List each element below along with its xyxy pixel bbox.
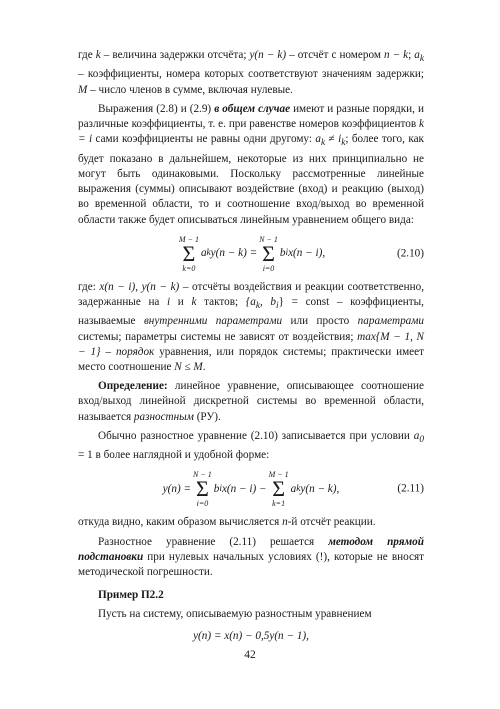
equation-2-11: y(n) = N − 1 Σ i=0 b i x(n − i) − M − 1 Σ k=1 a k y(n − k), (2.11): [162, 470, 424, 509]
paragraph-solution: Разностное уравнение (2.11) решается методом прямой подстановки при нулевых начальных условиях (!), которые не вносят методической погрешности.: [78, 535, 424, 579]
equation-example: y(n) = x(n) − 0,5y(n − 1),: [193, 629, 309, 642]
paragraph-example: Пусть на систему, описываемую разностным уравнением: [98, 608, 372, 621]
equation-2-10: M − 1 Σ k=0 a k y(n − k) = N − 1 Σ i=0 b i x(n − i), (2.10): [178, 234, 424, 273]
page-body: [78, 48, 424, 650]
paragraph-whence: откуда видно, каким образом вычисляется n-й отсчёт реакции.: [78, 516, 376, 529]
sum-symbol: M − 1 Σ k=1: [268, 470, 289, 509]
sum-symbol: N − 1 Σ i=0: [193, 470, 212, 509]
paragraph-where: где: x(n − i), y(n − k) – отсчёты воздействия и реакции соответственно, задержанные на i и k тактов; {$a_k$, $b_i$} = const – коэффициенты, называемые внутренними параметрами или просто параметрами системы; параметры системы не зависят от воздействия; max{M − 1, N − 1} – порядок уравнения, или порядок системы; практически имеет место соотношение N ≤ M.: [78, 280, 425, 373]
paragraph-usually: Обычно разностное уравнение (2.10) записывается при условии $a_0 = 1$ в более наглядной и удобной форме:: [78, 429, 424, 462]
sum-symbol: N − 1 Σ i=0: [259, 234, 278, 273]
sum-symbol: M − 1 Σ k=0: [178, 234, 199, 273]
paragraph-definitions: где k – величина задержки отсчёта; y(n − k) – отсчёт с номером n − k; $a_k$ – коэффициенты, номера которых соответствуют значениям задержки; M – число членов в сумме, включая нулевые.: [78, 49, 424, 96]
paragraph-expressions: Выражения (2.8) и (2.9) в общем случае имеют и разные порядки, и различные коэффициенты, т. е. при равенстве номеров коэффициентов k = i сами коэффициенты не равны одни другому: $a_k \ne i_k$; более того, как будет показано в дальнейшем, некоторые из них принципиально не могут быть одинаковыми. Поскольку рассмотренные линейные выражения (суммы) описывают воздействие (вход) и реакцию (выход) во временной области, то и соотношение вход/выход во временной области также будет описываться линейным уравнением общего вида:: [78, 102, 424, 226]
equation-number: (2.11): [397, 482, 424, 495]
equation-number: (2.10): [396, 247, 424, 260]
example-heading: Пример П2.2: [98, 589, 164, 602]
page-number: 42: [244, 649, 256, 661]
paragraph-definition: Определение: линейное уравнение, описывающее соотношение вход/выход линейной дискретной системы во временной области, называется разностным (РУ).: [78, 380, 424, 423]
